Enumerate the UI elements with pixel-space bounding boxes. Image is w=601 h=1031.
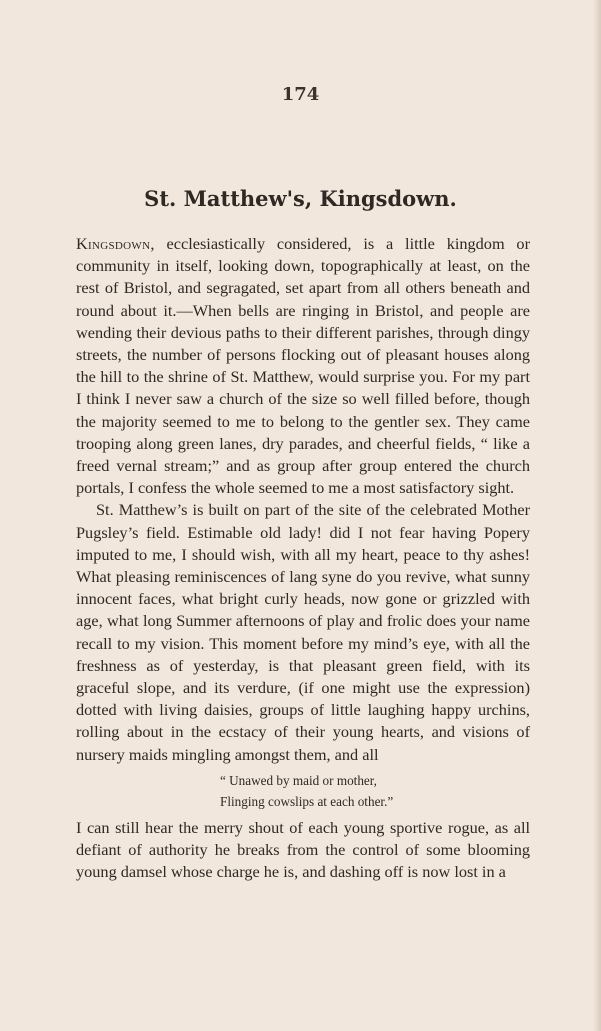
page-number: 174: [281, 84, 320, 105]
paragraph-1-text: ecclesiastically considered, is a little kingdom or community in itself, looking down, topographically at least, on the rest of Bristol, and segragated, set apart from all others beneath and round about it.—When bells are ringing in Bristol, and people are wending their devious paths to their different parishes, through dingy streets, the number of persons flocking out of pleasant houses along the hill to the shrine of St. Matthew, would surprise you. For my part I think I never saw a church of the size so well filled before, though the majority seemed to me to belong to the gentler sex. They came trooping along green lanes, dry parades, and cheerful fields, “ like a freed vernal stream;” and as group after group entered the church portals, I confess the whole seemed to me a most satisfactory sight.: [76, 234, 530, 498]
paragraph-lead-word: Kingsdown,: [76, 234, 155, 253]
body-text: [76, 233, 530, 883]
verse-line-2: Flinging cowslips at each other.”: [220, 793, 394, 809]
paragraph-3: I can still hear the merry shout of each young sportive rogue, as all defiant of authority he breaks from the control of some blooming young damsel whose charge he is, and dashing off is now lost in a: [76, 817, 530, 882]
paragraph-1: [76, 233, 530, 499]
page-edge: [593, 0, 601, 1031]
verse-quotation: [220, 770, 530, 812]
chapter-title: St. Matthew's, Kingsdown.: [144, 186, 457, 211]
paragraph-2: St. Matthew’s is built on part of the site of the celebrated Mother Pugsley’s field. Estimable old lady! did I not fear having Popery imputed to me, I should wish, with all my heart, peace to thy ashes! What pleasing reminiscences of lang syne do you revive, what sunny innocent faces, what bright curly heads, now gone or grizzled with age, what long Summer afternoons of play and frolic does your name recall to my vision. This moment before my mind’s eye, with all the freshness as of yesterday, is that pleasant green field, with its graceful slope, and its verdure, (if one might use the expression) dotted with living daisies, groups of little laughing happy urchins, rolling about in the ecstacy of their young hearts, and visions of nursery maids mingling amongst them, and all: [76, 500, 530, 764]
verse-line-1: “ Unawed by maid or mother,: [220, 772, 377, 788]
